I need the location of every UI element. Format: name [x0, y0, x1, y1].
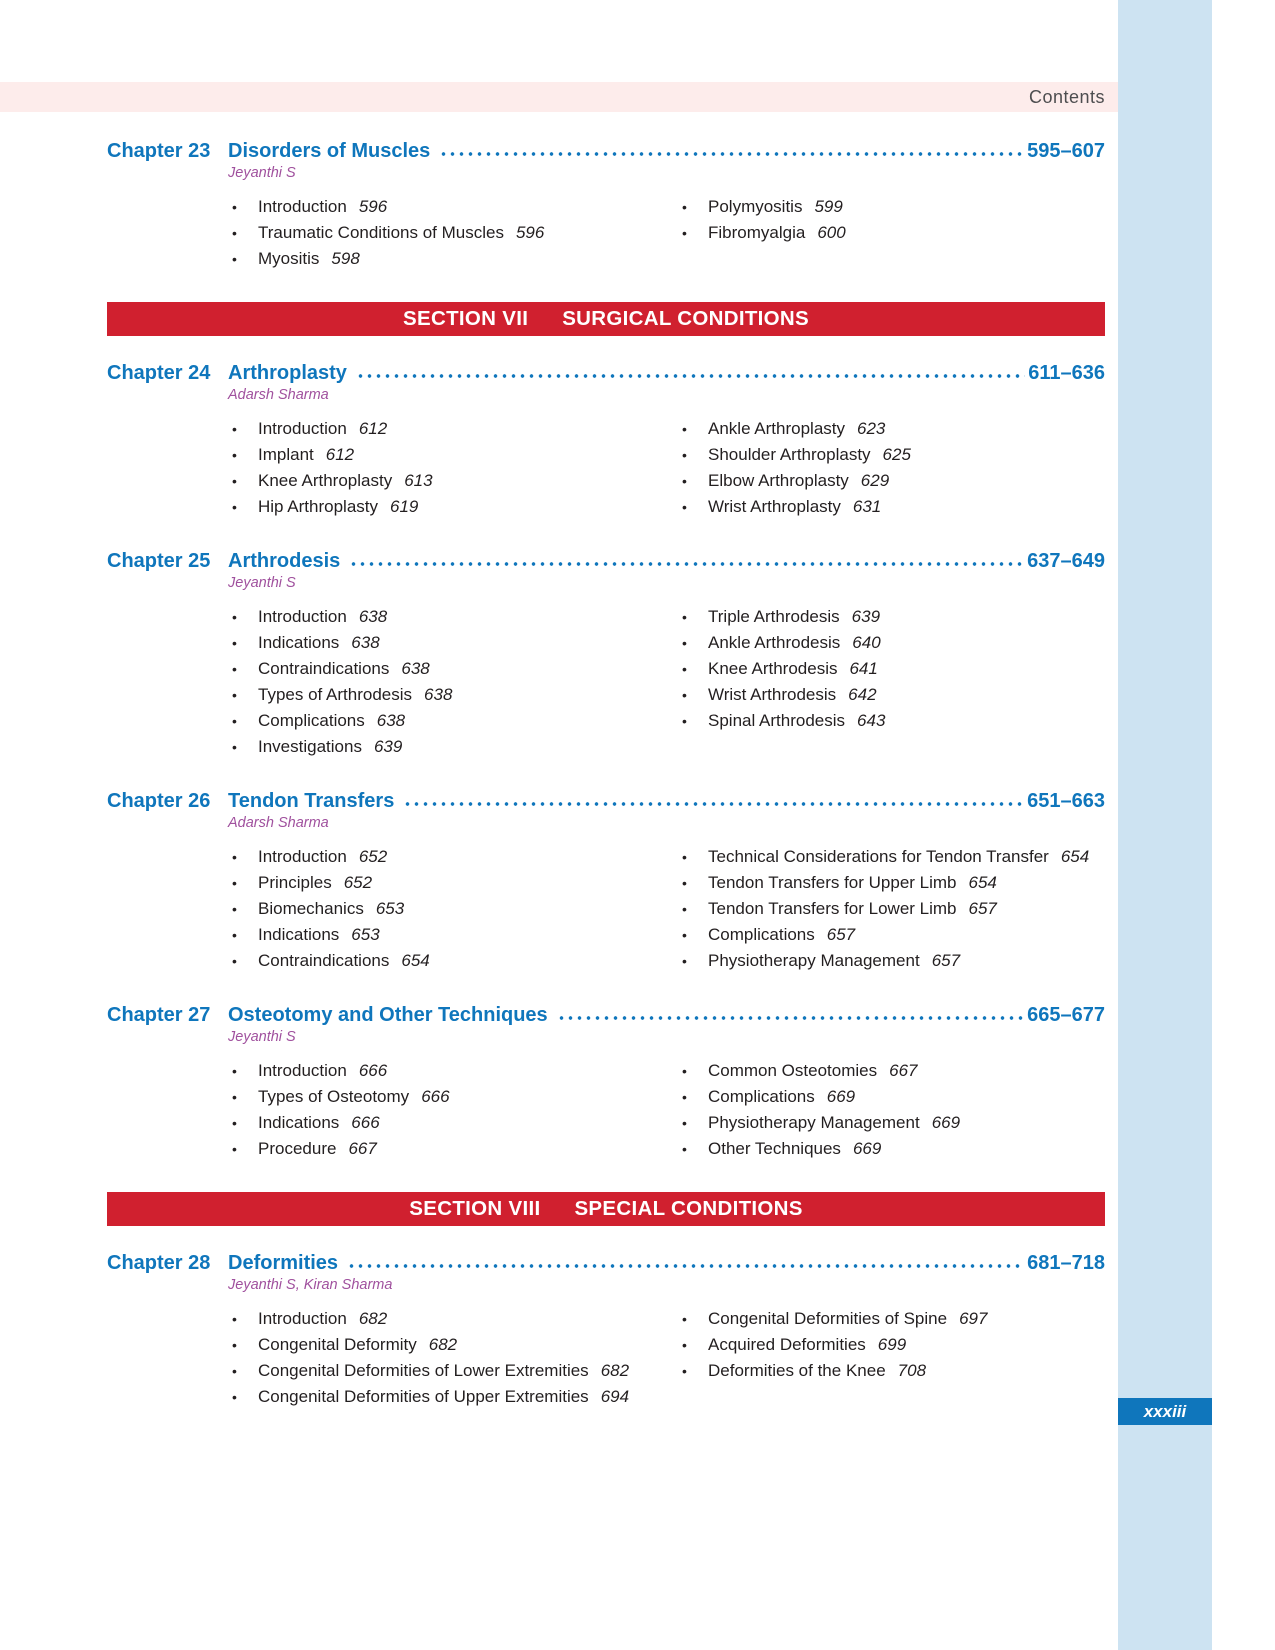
toc-entry: [232, 1306, 682, 1332]
entry-page: 708: [897, 1361, 927, 1380]
entry-page: 669: [852, 1139, 882, 1158]
section-label: SECTION VII: [403, 307, 529, 330]
section-banner: [107, 302, 1105, 336]
toc-entry: [682, 630, 1105, 656]
entry-page: 667: [889, 1061, 918, 1080]
entry-page: 657: [931, 951, 961, 970]
entries-column-right: [682, 604, 1105, 760]
entries-column-right: [682, 194, 1105, 272]
entry-page: 682: [358, 1309, 388, 1328]
bullet-icon: •: [232, 1089, 237, 1105]
toc-entry: [232, 682, 682, 708]
entry-page: 697: [959, 1309, 988, 1328]
bullet-icon: •: [232, 447, 237, 463]
bullet-icon: •: [682, 661, 687, 677]
entry-page: 613: [404, 471, 433, 490]
entry-label: Investigations: [258, 737, 362, 756]
chapter-authors: Jeyanthi S: [228, 165, 296, 181]
entry-label: Spinal Arthrodesis: [708, 711, 846, 730]
bullet-icon: •: [682, 499, 687, 515]
entry-page: 612: [325, 445, 355, 464]
chapter-heading: [107, 550, 1105, 573]
entry-page: 654: [1060, 847, 1090, 866]
entry-page: 654: [968, 873, 997, 892]
entry-label: Physiotherapy Management: [708, 951, 920, 970]
bullet-icon: •: [232, 713, 237, 729]
toc-entry: [232, 844, 682, 870]
toc-entry: [232, 1136, 682, 1162]
entry-label: Tendon Transfers for Lower Limb: [708, 899, 957, 918]
bullet-icon: •: [232, 1115, 237, 1131]
bullet-icon: •: [232, 1363, 237, 1379]
entry-label: Congenital Deformities of Spine: [708, 1309, 948, 1328]
toc-entry: [682, 1358, 1105, 1384]
toc-entry: [232, 656, 682, 682]
entry-label: Complications: [708, 925, 815, 944]
toc-entry: [682, 604, 1105, 630]
chapter-title: Arthroplasty: [228, 362, 347, 384]
entry-label: Introduction: [258, 607, 347, 626]
entry-page: 599: [814, 197, 843, 216]
chapter-title: Tendon Transfers: [228, 790, 395, 812]
entry-label: Contraindications: [258, 659, 390, 678]
entry-page: 652: [358, 847, 388, 866]
entry-page: 640: [852, 633, 881, 652]
bullet-icon: •: [232, 225, 237, 241]
chapter-authors: Adarsh Sharma: [228, 815, 329, 831]
toc-entry: [682, 656, 1105, 682]
toc-entry: [232, 494, 682, 520]
contents-label: Contents: [1028, 86, 1105, 107]
bullet-icon: •: [232, 635, 237, 651]
dotted-leader: [403, 801, 1024, 807]
page-number-tab: [1118, 1398, 1212, 1425]
toc-entry: [682, 416, 1105, 442]
entry-label: Ankle Arthrodesis: [708, 633, 841, 652]
entry-page: 654: [401, 951, 430, 970]
dotted-leader: [356, 373, 1025, 379]
entry-label: Complications: [708, 1087, 815, 1106]
entry-label: Implant: [258, 445, 314, 464]
bullet-icon: •: [232, 1141, 237, 1157]
entry-page: 652: [343, 873, 373, 892]
entry-page: 596: [358, 197, 388, 216]
entry-label: Deformities of the Knee: [708, 1361, 886, 1380]
entry-label: Procedure: [258, 1139, 337, 1158]
entry-page: 667: [348, 1139, 377, 1158]
chapter-number: Chapter 28: [107, 1252, 211, 1274]
entries-column-right: [682, 1306, 1105, 1410]
bullet-icon: •: [682, 1337, 687, 1353]
entry-label: Wrist Arthroplasty: [708, 497, 841, 516]
entry-label: Myositis: [258, 249, 320, 268]
toc-entry: [682, 468, 1105, 494]
bullet-icon: •: [232, 901, 237, 917]
entry-label: Technical Considerations for Tendon Transfer: [708, 847, 1049, 866]
entry-page: 612: [358, 419, 388, 438]
entry-label: Principles: [258, 873, 332, 892]
entry-page: 657: [826, 925, 856, 944]
entry-page: 638: [351, 633, 380, 652]
toc-entry: [682, 682, 1105, 708]
bullet-icon: •: [232, 875, 237, 891]
bullet-icon: •: [682, 1063, 687, 1079]
toc-entry: [682, 948, 1105, 974]
entry-label: Congenital Deformity: [258, 1335, 417, 1354]
chapter-block: [107, 1252, 1105, 1410]
entry-label: Elbow Arthroplasty: [708, 471, 849, 490]
toc-entry: [232, 416, 682, 442]
chapter-heading: [107, 140, 1105, 163]
bullet-icon: •: [232, 1337, 237, 1353]
entry-label: Wrist Arthrodesis: [708, 685, 837, 704]
entry-label: Indications: [258, 633, 340, 652]
entry-label: Types of Arthrodesis: [258, 685, 413, 704]
entry-page: 682: [428, 1335, 458, 1354]
chapter-block: [107, 1004, 1105, 1162]
section-banner: [107, 1192, 1105, 1226]
bullet-icon: •: [232, 473, 237, 489]
chapter-title: Disorders of Muscles: [228, 140, 431, 162]
toc-entry: [682, 494, 1105, 520]
entry-page: 629: [860, 471, 890, 490]
toc-entry: [232, 922, 682, 948]
entry-page: 699: [877, 1335, 907, 1354]
dotted-leader: [439, 151, 1024, 157]
entry-label: Types of Osteotomy: [258, 1087, 410, 1106]
page-number: xxxiii: [1143, 1401, 1187, 1421]
entries-column-right: [682, 416, 1105, 520]
bullet-icon: •: [232, 927, 237, 943]
entry-label: Introduction: [258, 197, 347, 216]
chapter-page-range: 611–636: [1028, 362, 1105, 384]
chapter-entries: [107, 604, 1105, 760]
entry-label: Ankle Arthroplasty: [708, 419, 846, 438]
toc-entry: [232, 1358, 682, 1384]
toc-entry: [682, 708, 1105, 734]
toc-entry: [682, 896, 1105, 922]
chapter-page-range: 651–663: [1027, 790, 1105, 812]
chapter-title: Deformities: [228, 1252, 339, 1274]
entries-column-left: [232, 194, 682, 272]
entry-label: Acquired Deformities: [708, 1335, 866, 1354]
chapter-authors: Adarsh Sharma: [228, 387, 329, 403]
bullet-icon: •: [232, 199, 237, 215]
chapter-heading: [107, 1004, 1105, 1027]
entry-page: 598: [331, 249, 360, 268]
bullet-icon: •: [682, 199, 687, 215]
toc-entry: [232, 708, 682, 734]
toc-entry: [232, 1332, 682, 1358]
entry-page: 653: [351, 925, 380, 944]
dotted-leader: [349, 561, 1024, 567]
bullet-icon: •: [232, 849, 237, 865]
toc-entry: [682, 442, 1105, 468]
chapter-block: [107, 362, 1105, 520]
entry-page: 643: [857, 711, 886, 730]
bullet-icon: •: [682, 447, 687, 463]
entry-page: 666: [351, 1113, 380, 1132]
section-title: SURGICAL CONDITIONS: [562, 307, 809, 330]
entry-page: 638: [401, 659, 430, 678]
entry-label: Physiotherapy Management: [708, 1113, 920, 1132]
toc-entry: [682, 1306, 1105, 1332]
toc-entry: [232, 468, 682, 494]
bullet-icon: •: [682, 901, 687, 917]
chapter-number: Chapter 27: [107, 1004, 211, 1026]
entry-label: Introduction: [258, 1061, 347, 1080]
bullet-icon: •: [232, 661, 237, 677]
chapter-page-range: 665–677: [1027, 1004, 1105, 1026]
toc-entry: [682, 220, 1105, 246]
entry-label: Indications: [258, 1113, 340, 1132]
toc-entry: [232, 194, 682, 220]
entry-page: 653: [375, 899, 405, 918]
chapter-authors: Jeyanthi S, Kiran Sharma: [228, 1277, 393, 1293]
chapter-authors: Jeyanthi S: [228, 1029, 296, 1045]
entry-label: Contraindications: [258, 951, 390, 970]
toc-entry: [232, 246, 682, 272]
bullet-icon: •: [682, 687, 687, 703]
bullet-icon: •: [682, 1089, 687, 1105]
toc-content: [107, 140, 1105, 1440]
entry-page: 596: [515, 223, 545, 242]
toc-entry: [682, 1058, 1105, 1084]
bullet-icon: •: [232, 251, 237, 267]
toc-entry: [232, 896, 682, 922]
bullet-icon: •: [682, 953, 687, 969]
toc-entry: [232, 870, 682, 896]
chapter-title: Arthrodesis: [228, 550, 341, 572]
entry-page: 631: [852, 497, 882, 516]
chapter-entries: [107, 194, 1105, 272]
toc-entry: [682, 844, 1105, 870]
entry-label: Common Osteotomies: [708, 1061, 878, 1080]
toc-entry: [682, 870, 1105, 896]
bullet-icon: •: [232, 609, 237, 625]
bullet-icon: •: [682, 1115, 687, 1131]
entry-page: 638: [424, 685, 453, 704]
chapter-heading: [107, 1252, 1105, 1275]
toc-entry: [232, 734, 682, 760]
chapter-page-range: 595–607: [1027, 140, 1105, 162]
bullet-icon: •: [232, 1063, 237, 1079]
toc-entry: [682, 1332, 1105, 1358]
entry-label: Complications: [258, 711, 365, 730]
entry-page: 657: [968, 899, 997, 918]
entry-label: Introduction: [258, 1309, 347, 1328]
toc-entry: [232, 1384, 682, 1410]
chapter-block: [107, 550, 1105, 760]
entries-column-left: [232, 416, 682, 520]
entry-label: Biomechanics: [258, 899, 364, 918]
bullet-icon: •: [232, 739, 237, 755]
bullet-icon: •: [682, 713, 687, 729]
chapter-block: [107, 790, 1105, 974]
chapter-page-range: 637–649: [1027, 550, 1105, 572]
toc-entry: [232, 1110, 682, 1136]
section-label: SECTION VIII: [409, 1197, 541, 1220]
toc-entry: [232, 630, 682, 656]
entry-page: 600: [817, 223, 846, 242]
bullet-icon: •: [232, 421, 237, 437]
toc-entry: [682, 1136, 1105, 1162]
chapter-entries: [107, 844, 1105, 974]
chapter-block: [107, 140, 1105, 272]
entry-label: Indications: [258, 925, 340, 944]
chapter-entries: [107, 416, 1105, 520]
entry-page: 638: [358, 607, 388, 626]
chapter-number: Chapter 24: [107, 362, 211, 384]
bullet-icon: •: [682, 473, 687, 489]
toc-entry: [232, 442, 682, 468]
entry-page: 619: [390, 497, 419, 516]
entry-page: 666: [358, 1061, 388, 1080]
bullet-icon: •: [682, 225, 687, 241]
entry-label: Congenital Deformities of Upper Extremities: [258, 1387, 589, 1406]
bullet-icon: •: [682, 609, 687, 625]
toc-entry: [232, 604, 682, 630]
chapter-page-range: 681–718: [1027, 1252, 1105, 1274]
entry-label: Polymyositis: [708, 197, 803, 216]
bullet-icon: •: [232, 499, 237, 515]
bullet-icon: •: [682, 635, 687, 651]
contents-header: [0, 82, 1118, 112]
entry-page: 623: [857, 419, 886, 438]
bullet-icon: •: [232, 953, 237, 969]
toc-entry: [232, 220, 682, 246]
entry-page: 669: [826, 1087, 856, 1106]
entry-label: Introduction: [258, 419, 347, 438]
entries-column-right: [682, 844, 1105, 974]
chapter-number: Chapter 26: [107, 790, 211, 812]
entry-page: 682: [600, 1361, 630, 1380]
bullet-icon: •: [232, 1389, 237, 1405]
entry-label: Triple Arthrodesis: [708, 607, 840, 626]
chapter-heading: [107, 790, 1105, 813]
chapter-heading: [107, 362, 1105, 385]
entry-page: 641: [849, 659, 878, 678]
bullet-icon: •: [682, 421, 687, 437]
bullet-icon: •: [682, 927, 687, 943]
entry-label: Shoulder Arthroplasty: [708, 445, 871, 464]
entry-label: Hip Arthroplasty: [258, 497, 378, 516]
entry-label: Knee Arthroplasty: [258, 471, 393, 490]
toc-entry: [232, 948, 682, 974]
entries-column-left: [232, 1058, 682, 1162]
bullet-icon: •: [232, 687, 237, 703]
entry-page: 669: [931, 1113, 961, 1132]
chapter-title: Osteotomy and Other Techniques: [228, 1004, 548, 1026]
bullet-icon: •: [682, 1311, 687, 1327]
entries-column-left: [232, 604, 682, 760]
bullet-icon: •: [232, 1311, 237, 1327]
dotted-leader: [557, 1015, 1024, 1021]
entry-label: Congenital Deformities of Lower Extremities: [258, 1361, 589, 1380]
bullet-icon: •: [682, 1141, 687, 1157]
toc-entry: [682, 1084, 1105, 1110]
toc-entry: [682, 1110, 1105, 1136]
entry-page: 694: [600, 1387, 630, 1406]
entry-page: 625: [882, 445, 911, 464]
chapter-number: Chapter 23: [107, 140, 211, 162]
entry-page: 638: [376, 711, 406, 730]
dotted-leader: [347, 1263, 1024, 1269]
entry-label: Tendon Transfers for Upper Limb: [708, 873, 957, 892]
bullet-icon: •: [682, 849, 687, 865]
bullet-icon: •: [682, 1363, 687, 1379]
entry-label: Knee Arthrodesis: [708, 659, 838, 678]
entries-column-right: [682, 1058, 1105, 1162]
chapter-authors: Jeyanthi S: [228, 575, 296, 591]
entry-page: 642: [848, 685, 877, 704]
chapter-entries: [107, 1058, 1105, 1162]
entry-page: 666: [421, 1087, 450, 1106]
toc-entry: [682, 922, 1105, 948]
chapter-number: Chapter 25: [107, 550, 211, 572]
bullet-icon: •: [682, 875, 687, 891]
entry-page: 639: [373, 737, 403, 756]
entry-page: 639: [851, 607, 881, 626]
toc-entry: [232, 1084, 682, 1110]
entry-label: Fibromyalgia: [708, 223, 806, 242]
section-title: SPECIAL CONDITIONS: [574, 1197, 803, 1220]
toc-entry: [232, 1058, 682, 1084]
toc-entry: [682, 194, 1105, 220]
entry-label: Introduction: [258, 847, 347, 866]
entry-label: Other Techniques: [708, 1139, 841, 1158]
chapter-entries: [107, 1306, 1105, 1410]
entries-column-left: [232, 1306, 682, 1410]
entry-label: Traumatic Conditions of Muscles: [258, 223, 504, 242]
entries-column-left: [232, 844, 682, 974]
